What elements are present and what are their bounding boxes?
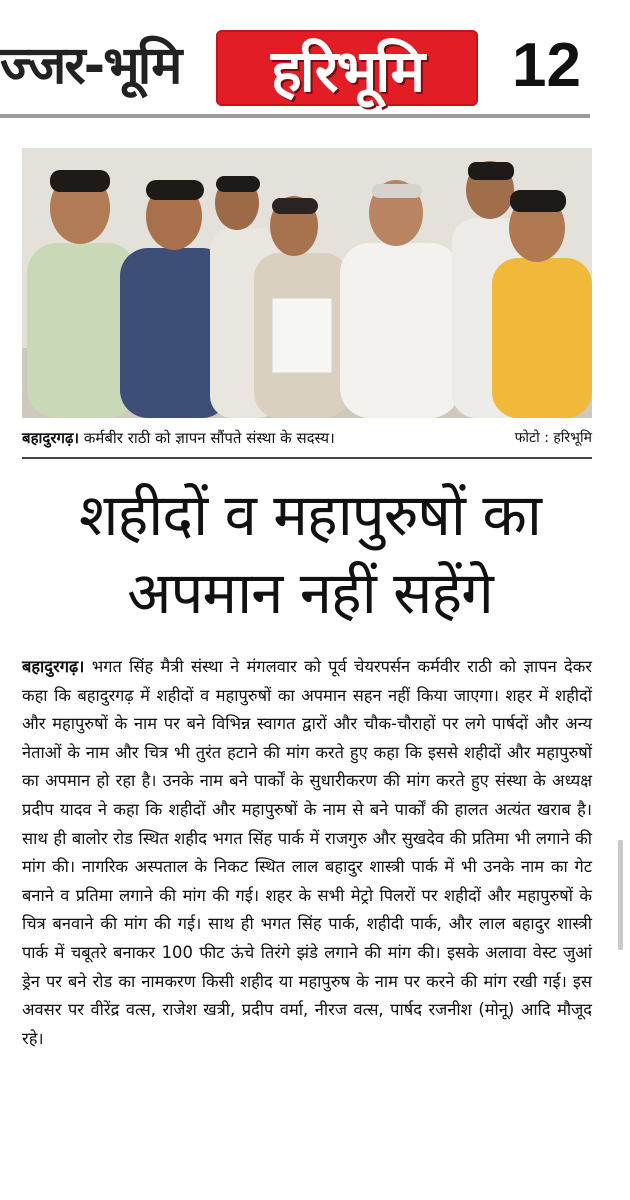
section-name: ज्जर-भूमि xyxy=(0,36,181,96)
masthead xyxy=(0,0,630,118)
caption-text: कर्मबीर राठी को ज्ञापन सौंपते संस्था के सदस्य। xyxy=(79,429,335,447)
article-text: भगत सिंह मैत्री संस्था ने मंगलवार को पूर्व चेयरपर्सन कर्मवीर राठी को ज्ञापन देकर कहा कि बहादुरगढ़ में शहीदों व महापुरुषों का अपमान सहन नहीं किया जाएगा। शहर में शहीदों और महापुरुषों के नाम पर बने विभिन्न स्वागत द्वारों और चौक-चौराहों पर लगे पार्षदों और अन्य नेताओं के नाम और चित्र भी तुरंत हटाने की मांग करते हुए कहा कि इससे शहीदों और महापुरुषों का अपमान हो रहा है। उनके नाम बने पार्कों के सुधारीकरण की मांग करते हुए संस्था के अध्यक्ष प्रदीप यादव ने कहा कि शहीदों और महापुरुषों के नाम से बने पार्कों की हालत अत्यंत खराब है। साथ ही बालोर रोड स्थित शहीद भगत सिंह पार्क में राजगुरु और सुखदेव की प्रतिमा भी लगाने की मांग की। नागरिक अस्पताल के निकट स्थित लाल बहादुर शास्त्री पार्क में भी उनके नाम का गेट बनाने व प्रतिमा लगाने की मांग की गई। शहर के सभी मेट्रो पिलरों पर शहीदों और महापुरुषों के चित्र बनवाने की मांग की गई। साथ ही भगत सिंह पार्क, शहीदी पार्क, और लाल बहादुर शास्त्री पार्क में चबूतरे बनाकर 100 फीट ऊंचे तिरंगे झंडे लगाने की मांग की। इसके अलावा वेस्ट जुआं ड्रेन पर बने रोड का नामकरण किसी शहीद या महापुरुष के नाम पर करने की मांग रखी गई। इस अवसर पर वीरेंद्र वत्स, राजेश खत्री, प्रदीप वर्मा, नीरज वत्स, पार्षद रजनीश (मोनू) आदि मौजूद रहे। xyxy=(22,657,592,1048)
caption-location: बहादुरगढ़। xyxy=(22,429,80,447)
page-number: 12 xyxy=(512,31,581,100)
headline-line-1: शहीदों व महापुरुषों का xyxy=(79,481,541,549)
masthead-divider xyxy=(0,114,590,118)
caption-divider xyxy=(22,457,592,459)
headline-line-2: अपमान नहीं सहेंगे xyxy=(127,559,493,627)
brand-logo-text: हरिभूमि xyxy=(270,36,424,105)
photo-illustration xyxy=(22,148,592,418)
article-body xyxy=(22,653,592,1053)
headline xyxy=(10,476,610,632)
photo-caption xyxy=(22,428,592,448)
photo-credit: फोटो : हरिभूमि xyxy=(514,430,592,446)
brand-logo xyxy=(216,30,478,106)
article-dateline: बहादुरगढ़। xyxy=(22,657,85,676)
news-photo xyxy=(22,148,592,418)
page-edge-mark xyxy=(618,840,623,950)
